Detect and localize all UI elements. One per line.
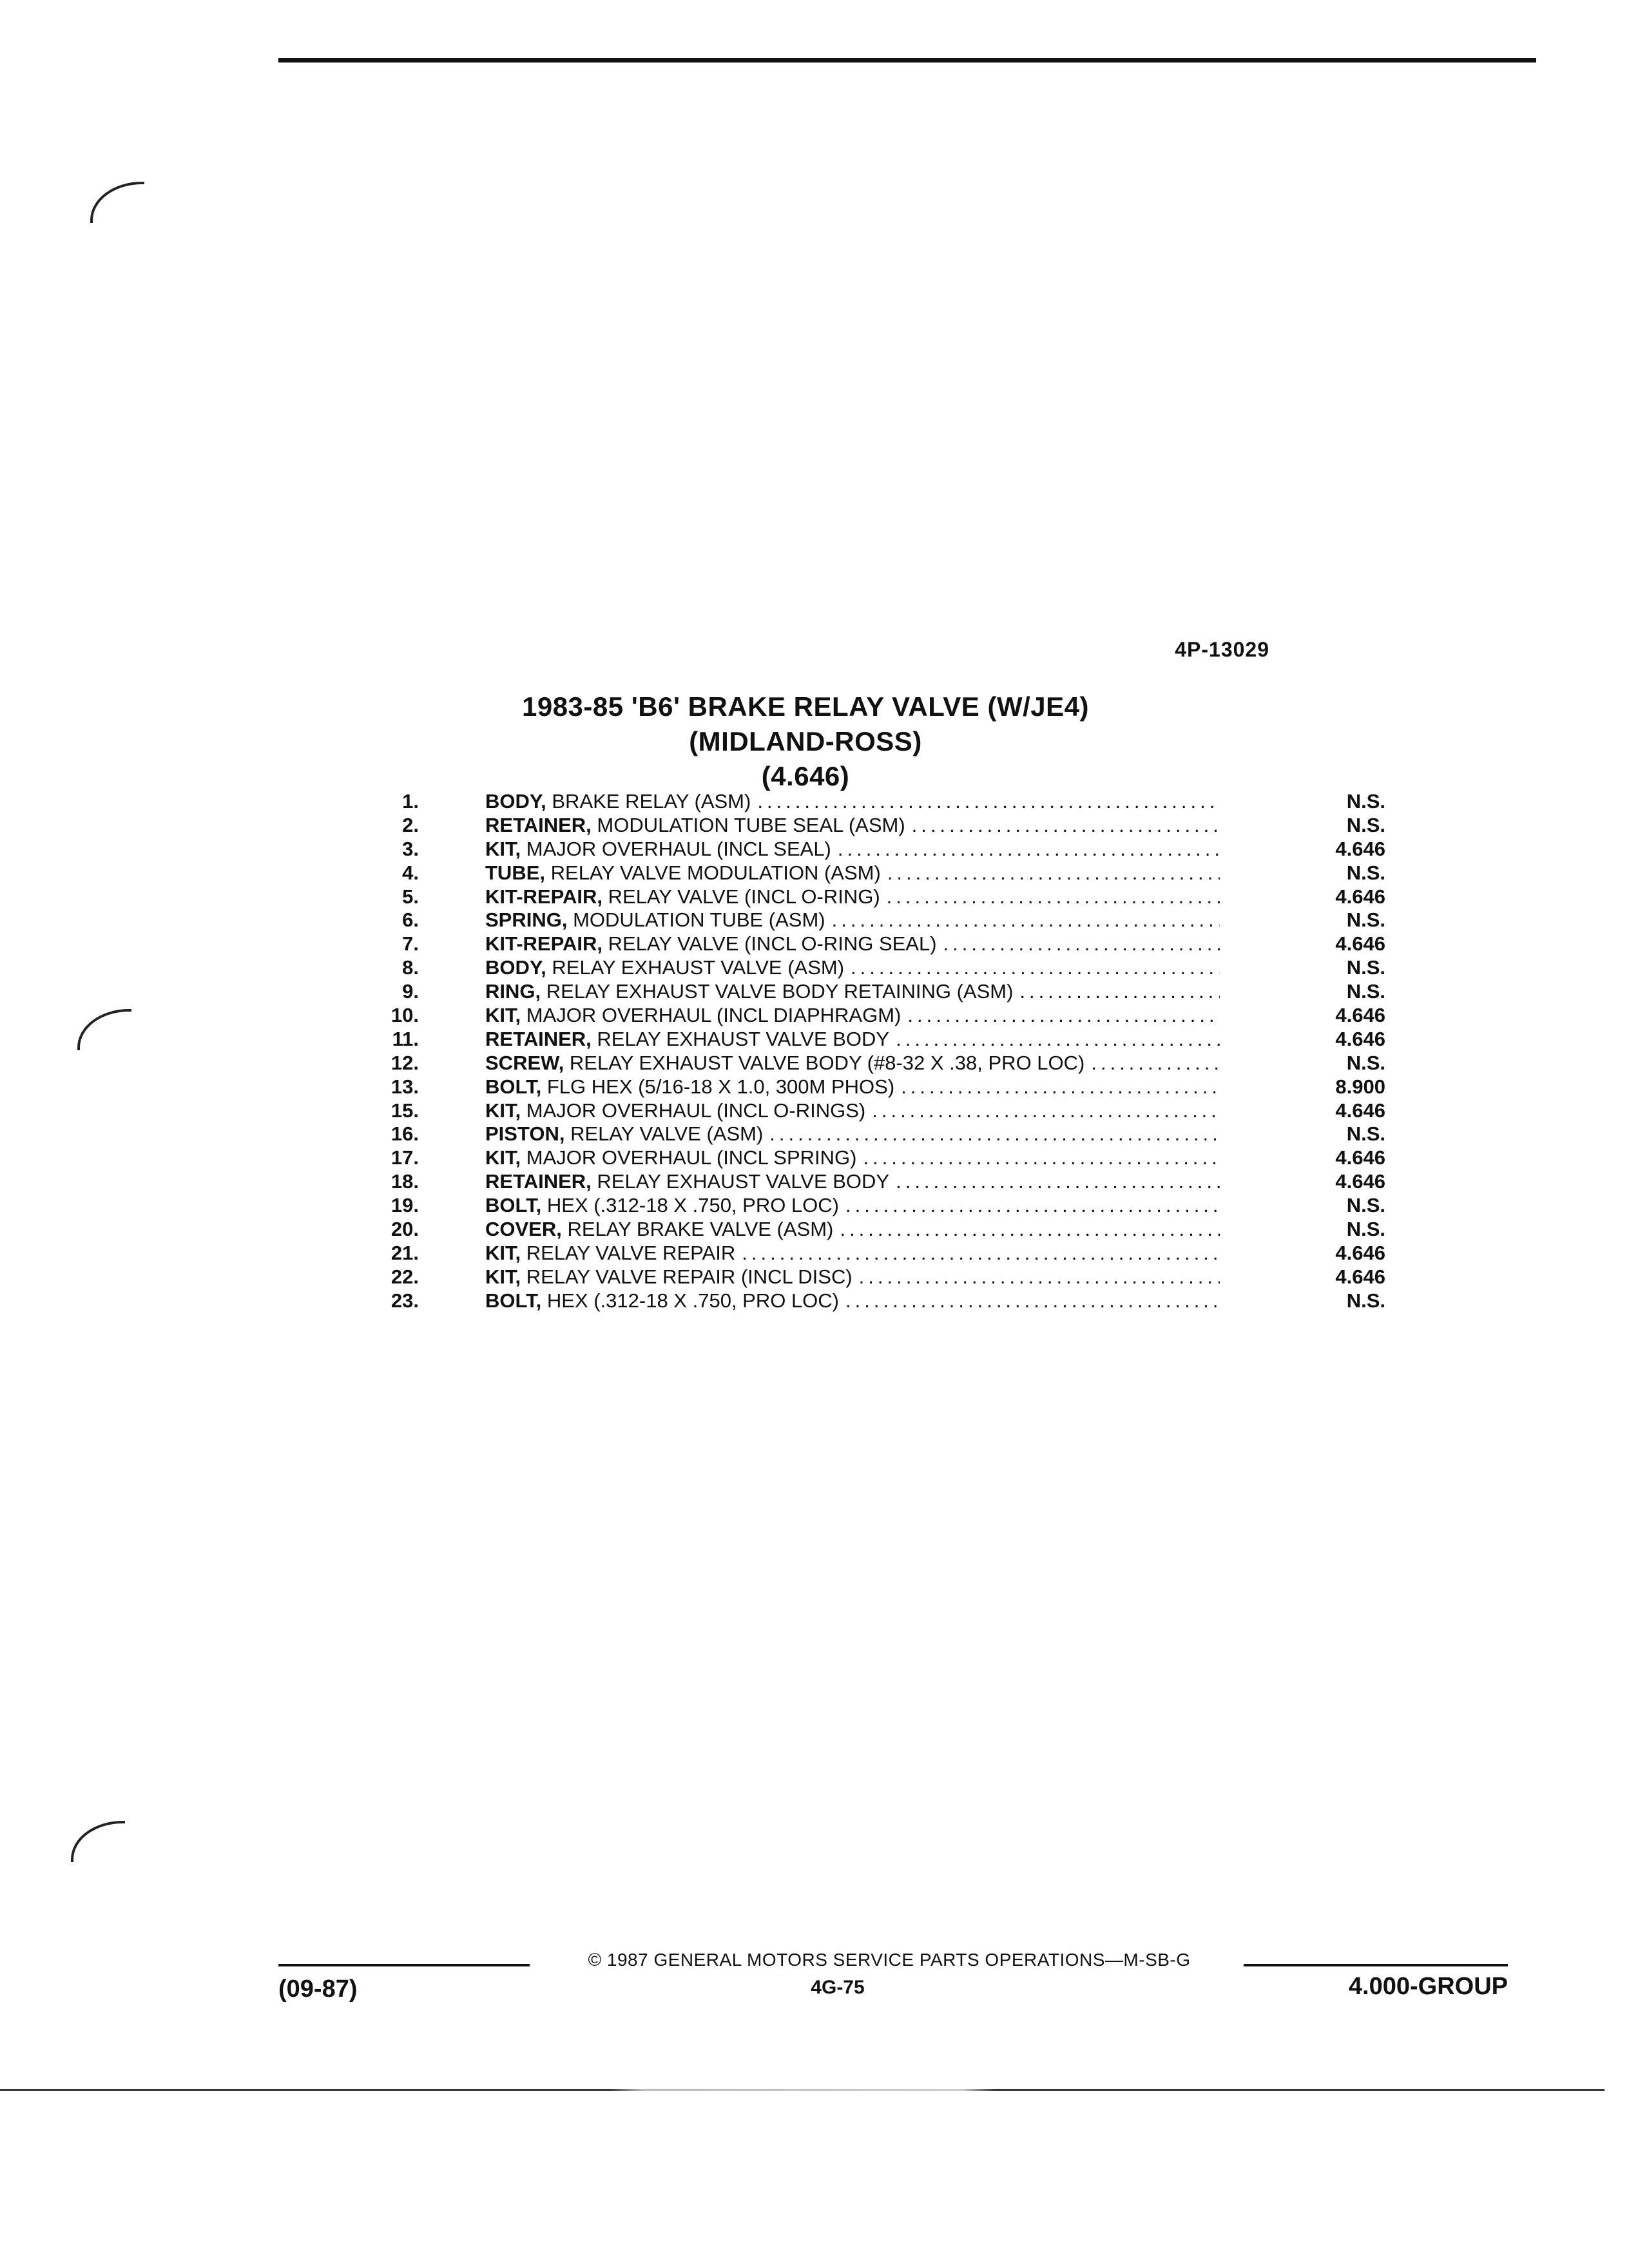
item-description <box>485 1265 1220 1289</box>
item-part-name: BODY, <box>485 956 546 979</box>
item-number: 13. <box>390 1075 419 1098</box>
item-detail: MAJOR OVERHAUL (INCL O-RINGS) <box>526 1099 866 1122</box>
list-item <box>361 932 1385 956</box>
list-item <box>361 1075 1385 1099</box>
item-detail: RELAY BRAKE VALVE (ASM) <box>567 1218 834 1241</box>
top-rule <box>278 58 1536 62</box>
item-number: 8. <box>402 956 419 979</box>
leader-dots <box>851 956 1220 979</box>
item-part-name: SPRING, <box>485 908 568 932</box>
list-item <box>361 1122 1385 1146</box>
page-number: 4G-75 <box>811 1977 865 1998</box>
item-group-number: N.S. <box>1346 1289 1385 1312</box>
item-group-number: 4.646 <box>1335 1004 1385 1027</box>
item-number: 4. <box>402 861 419 884</box>
copyright-line: © 1987 GENERAL MOTORS SERVICE PARTS OPERATIONS—M-SB-G <box>588 1950 1191 1970</box>
item-group-number: 8.900 <box>1335 1075 1385 1098</box>
section-title <box>451 689 1160 794</box>
list-item <box>361 1170 1385 1194</box>
title-line-3: (4.646) <box>761 761 850 791</box>
item-description <box>485 1052 1220 1075</box>
item-description <box>485 1289 1220 1312</box>
item-number: 11. <box>392 1027 419 1050</box>
leader-dots <box>887 861 1220 885</box>
item-detail: RELAY EXHAUST VALVE BODY <box>597 1027 890 1050</box>
item-group-number: 4.646 <box>1335 1027 1385 1050</box>
leader-dots <box>863 1146 1220 1169</box>
leader-dots <box>845 1289 1220 1312</box>
item-description <box>485 838 1220 861</box>
leader-dots <box>1019 980 1220 1003</box>
item-description <box>485 814 1220 837</box>
item-detail: MAJOR OVERHAUL (INCL SPRING) <box>526 1146 857 1169</box>
leader-dots <box>907 1004 1220 1027</box>
footer-rule-right <box>1244 1964 1508 1966</box>
item-detail: RELAY EXHAUST VALVE BODY <box>597 1170 890 1193</box>
list-item <box>361 838 1385 861</box>
item-part-name: KIT, <box>485 1099 521 1122</box>
leader-dots <box>742 1242 1220 1265</box>
item-description <box>485 885 1220 908</box>
binder-hole-mark-middle <box>77 1009 131 1050</box>
item-detail: RELAY EXHAUST VALVE BODY RETAINING (ASM) <box>546 980 1014 1003</box>
list-item <box>361 1218 1385 1242</box>
item-group-number: N.S. <box>1346 908 1385 932</box>
list-item <box>361 1194 1385 1218</box>
item-group-number: 4.646 <box>1335 885 1385 908</box>
date-code: (09-87) <box>278 1975 358 2003</box>
item-number: 2. <box>402 813 419 836</box>
item-number: 12. <box>390 1051 419 1074</box>
item-part-name: KIT, <box>485 1146 521 1169</box>
title-line-1: 1983-85 'B6' BRAKE RELAY VALVE (W/JE4) <box>521 691 1090 722</box>
leader-dots <box>887 885 1220 908</box>
item-number: 6. <box>402 908 419 932</box>
item-description <box>485 790 1220 813</box>
item-part-name: KIT, <box>485 1241 521 1264</box>
list-item <box>361 1242 1385 1265</box>
leader-dots <box>838 838 1220 861</box>
item-number: 15. <box>390 1099 419 1122</box>
item-number: 23. <box>390 1289 419 1312</box>
item-part-name: RETAINER, <box>485 813 592 836</box>
leader-dots <box>845 1194 1220 1217</box>
item-part-name: BOLT, <box>485 1289 542 1312</box>
item-group-number: N.S. <box>1346 1194 1385 1217</box>
footer-rule-left <box>278 1964 530 1966</box>
list-item <box>361 908 1385 932</box>
leader-dots <box>757 790 1220 813</box>
leader-dots <box>1091 1052 1220 1075</box>
item-part-name: KIT-REPAIR, <box>485 885 602 908</box>
item-group-number: 4.646 <box>1335 1099 1385 1122</box>
list-item <box>361 1265 1385 1289</box>
leader-dots <box>896 1170 1220 1193</box>
binder-hole-mark-top <box>90 182 144 223</box>
item-description <box>485 1099 1220 1122</box>
item-detail: MODULATION TUBE SEAL (ASM) <box>597 813 905 836</box>
item-group-number: N.S. <box>1346 956 1385 979</box>
leader-dots <box>769 1122 1220 1146</box>
item-detail: RELAY EXHAUST VALVE BODY (#8-32 X .38, PRO LOC) <box>569 1051 1085 1074</box>
item-number: 9. <box>402 980 419 1003</box>
item-part-name: SCREW, <box>485 1051 564 1074</box>
item-part-name: RETAINER, <box>485 1170 592 1193</box>
item-group-number: N.S. <box>1346 980 1385 1003</box>
list-item <box>361 1099 1385 1123</box>
item-detail: RELAY VALVE REPAIR (INCL DISC) <box>526 1265 853 1288</box>
item-description <box>485 980 1220 1003</box>
item-number: 19. <box>390 1194 419 1217</box>
leader-dots <box>872 1099 1220 1122</box>
item-detail: HEX (.312-18 X .750, PRO LOC) <box>546 1194 840 1217</box>
item-description <box>485 1242 1220 1265</box>
item-description <box>485 932 1220 956</box>
leader-dots <box>896 1028 1220 1051</box>
binder-hole-mark-bottom <box>71 1821 125 1862</box>
group-label: 4.000-GROUP <box>1348 1973 1508 2000</box>
list-item <box>361 814 1385 838</box>
item-group-number: 4.646 <box>1335 932 1385 956</box>
item-group-number: N.S. <box>1346 1122 1385 1146</box>
item-detail: MAJOR OVERHAUL (INCL DIAPHRAGM) <box>526 1004 901 1027</box>
item-number: 22. <box>390 1265 419 1288</box>
leader-dots <box>840 1218 1220 1241</box>
item-group-number: 4.646 <box>1335 837 1385 860</box>
item-group-number: N.S. <box>1346 1218 1385 1241</box>
item-part-name: BOLT, <box>485 1075 542 1098</box>
item-detail: RELAY EXHAUST VALVE (ASM) <box>552 956 845 979</box>
item-group-number: N.S. <box>1346 1051 1385 1074</box>
list-item <box>361 1028 1385 1052</box>
item-number: 10. <box>390 1004 419 1027</box>
list-item <box>361 956 1385 980</box>
item-description <box>485 1122 1220 1146</box>
leader-dots <box>832 908 1220 932</box>
item-number: 21. <box>390 1241 419 1264</box>
item-number: 20. <box>390 1218 419 1241</box>
item-group-number: 4.646 <box>1335 1170 1385 1193</box>
leader-dots <box>912 814 1220 837</box>
item-description <box>485 1004 1220 1027</box>
item-number: 1. <box>402 790 419 812</box>
item-detail: RELAY VALVE (INCL O-RING) <box>608 885 880 908</box>
item-detail: RELAY VALVE MODULATION (ASM) <box>550 861 881 884</box>
item-group-number: N.S. <box>1346 790 1385 812</box>
item-part-name: RETAINER, <box>485 1027 592 1050</box>
list-item <box>361 1052 1385 1075</box>
item-detail: RELAY VALVE (ASM) <box>570 1122 764 1146</box>
item-group-number: 4.646 <box>1335 1265 1385 1288</box>
item-part-name: PISTON, <box>485 1122 565 1146</box>
list-item <box>361 1004 1385 1028</box>
item-description <box>485 1075 1220 1099</box>
item-group-number: 4.646 <box>1335 1241 1385 1264</box>
item-group-number: 4.646 <box>1335 1146 1385 1169</box>
list-item <box>361 790 1385 814</box>
item-group-number: N.S. <box>1346 861 1385 884</box>
item-part-name: KIT, <box>485 1004 521 1027</box>
item-part-name: KIT, <box>485 837 521 860</box>
list-item <box>361 1146 1385 1170</box>
item-part-name: TUBE, <box>485 861 545 884</box>
leader-dots <box>859 1265 1220 1289</box>
item-part-name: COVER, <box>485 1218 562 1241</box>
item-detail: MAJOR OVERHAUL (INCL SEAL) <box>526 837 831 860</box>
item-description <box>485 908 1220 932</box>
item-description <box>485 1170 1220 1193</box>
item-description <box>485 1194 1220 1217</box>
item-description <box>485 1146 1220 1169</box>
item-description <box>485 956 1220 979</box>
leader-dots <box>943 932 1220 956</box>
item-detail: HEX (.312-18 X .750, PRO LOC) <box>546 1289 840 1312</box>
item-detail: BRAKE RELAY (ASM) <box>552 790 751 812</box>
list-item <box>361 980 1385 1004</box>
item-detail: FLG HEX (5/16-18 X 1.0, 300M PHOS) <box>546 1075 895 1098</box>
parts-list <box>361 790 1385 1313</box>
list-item <box>361 861 1385 885</box>
item-description <box>485 1028 1220 1051</box>
item-number: 3. <box>402 837 419 860</box>
item-part-name: RING, <box>485 980 541 1003</box>
item-group-number: N.S. <box>1346 813 1385 836</box>
item-description <box>485 861 1220 885</box>
item-number: 16. <box>390 1122 419 1146</box>
item-number: 17. <box>390 1146 419 1169</box>
item-part-name: KIT, <box>485 1265 521 1288</box>
part-number: 4P-13029 <box>1175 638 1269 661</box>
title-line-2: (MIDLAND-ROSS) <box>689 726 922 756</box>
item-number: 18. <box>390 1170 419 1193</box>
item-part-name: BOLT, <box>485 1194 542 1217</box>
item-detail: MODULATION TUBE (ASM) <box>573 908 825 932</box>
list-item <box>361 885 1385 909</box>
item-description <box>485 1218 1220 1241</box>
bottom-rule <box>0 2089 1605 2091</box>
leader-dots <box>901 1075 1220 1099</box>
list-item <box>361 1289 1385 1313</box>
item-number: 5. <box>402 885 419 908</box>
item-number: 7. <box>402 932 419 956</box>
item-detail: RELAY VALVE (INCL O-RING SEAL) <box>608 932 937 956</box>
item-part-name: BODY, <box>485 790 546 812</box>
item-detail: RELAY VALVE REPAIR <box>526 1241 736 1264</box>
item-part-name: KIT-REPAIR, <box>485 932 602 956</box>
